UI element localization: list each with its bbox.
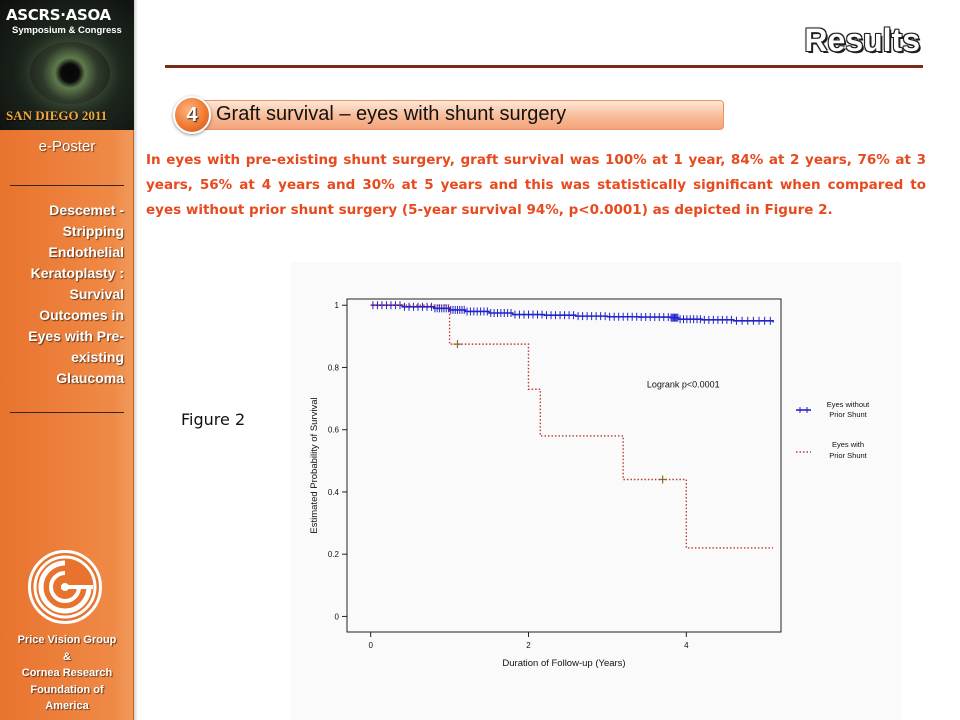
footer-line: America bbox=[45, 700, 89, 712]
x-axis-label: Duration of Follow-up (Years) bbox=[502, 658, 626, 669]
plot-frame bbox=[347, 299, 781, 632]
logo-title: ASCRS·ASOA bbox=[6, 6, 111, 24]
x-tick-label: 0 bbox=[368, 641, 373, 650]
page-title: Results bbox=[804, 22, 920, 58]
poster-title: Descemet - Stripping Endothelial Keratoplasty : Survival Outcomes in Eyes with Pre-existing Glaucoma bbox=[28, 202, 124, 386]
y-tick-label: 1 bbox=[334, 301, 339, 311]
legend-label-no-shunt: Eyes without bbox=[826, 400, 870, 409]
section-heading: Graft survival – eyes with shunt surgery bbox=[216, 103, 567, 125]
results-paragraph: In eyes with pre-existing shunt surgery, graft survival was 100% at 1 year, 84% at 2 years, 76% at 3 years, 56% at 4 years and 30% at 5 years and this was statistically significant when compared to eyes without prior shunt surgery (5-year survival 94%, p<0.0001) as depicted in Figure 2. bbox=[146, 152, 926, 218]
y-tick-label: 0.8 bbox=[327, 363, 339, 373]
figure-caption: Figure 2 bbox=[181, 410, 246, 429]
logo-subtitle: Symposium & Congress bbox=[12, 25, 122, 36]
foundation-logo-icon bbox=[28, 550, 102, 624]
y-tick-label: 0.6 bbox=[327, 425, 339, 435]
footer-line: Cornea Research bbox=[21, 667, 113, 679]
eposter-label: e-Poster bbox=[38, 138, 96, 155]
sidebar-divider-bottom bbox=[10, 412, 124, 413]
x-tick-label: 4 bbox=[684, 641, 689, 650]
eye-image bbox=[30, 42, 110, 104]
y-axis-label: Estimated Probability of Survival bbox=[309, 397, 320, 534]
sidebar-divider-top bbox=[10, 185, 124, 186]
survival-chart-svg bbox=[291, 262, 901, 720]
sidebar-shadow bbox=[134, 0, 138, 720]
sidebar bbox=[0, 0, 134, 720]
series-line-shunt bbox=[371, 305, 773, 548]
series-line-no-shunt bbox=[371, 305, 773, 322]
x-tick-label: 2 bbox=[526, 641, 531, 650]
footer-line: & bbox=[63, 650, 71, 663]
logo-city: SAN DIEGO 2011 bbox=[6, 108, 108, 123]
section-number-badge: 4 bbox=[173, 96, 211, 134]
title-divider bbox=[165, 65, 923, 68]
y-tick-label: 0 bbox=[334, 612, 339, 622]
legend-label-no-shunt-2: Prior Shunt bbox=[829, 410, 867, 419]
footer-line: Price Vision Group bbox=[17, 634, 117, 646]
legend-label-shunt: Eyes with bbox=[831, 440, 865, 449]
legend-label-shunt-2: Prior Shunt bbox=[829, 451, 867, 460]
logrank-annotation: Logrank p<0.0001 bbox=[646, 379, 720, 390]
sidebar-footer bbox=[0, 632, 134, 715]
y-tick-label: 0.2 bbox=[327, 550, 339, 560]
survival-chart bbox=[291, 262, 901, 720]
footer-line: Foundation of bbox=[30, 683, 104, 696]
y-tick-label: 0.4 bbox=[327, 487, 339, 497]
conference-logo bbox=[0, 0, 134, 130]
